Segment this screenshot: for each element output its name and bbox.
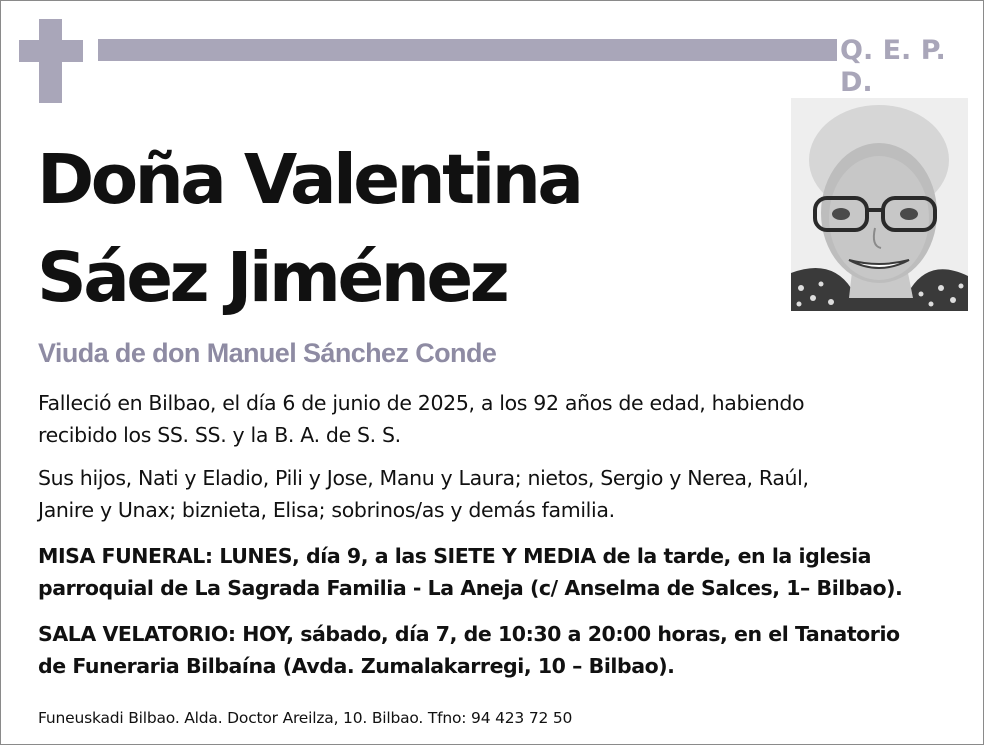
death-notice-line: Falleció en Bilbao, el día 6 de junio de 2025, a los 92 años de edad, habiendo: [38, 391, 805, 415]
wake-line: SALA VELATORIO: HOY, sábado, día 7, de 10:30 a 20:00 horas, en el Tanatorio: [38, 622, 900, 646]
family-line: Janire y Unax; biznieta, Elisa; sobrinos/as y demás familia.: [38, 498, 615, 522]
header-bar: [98, 39, 837, 61]
death-notice-paragraph: [38, 387, 968, 451]
wake-paragraph: [38, 618, 968, 682]
funeral-mass-line: parroquial de La Sagrada Familia - La Aneja (c/ Anselma de Salces, 1– Bilbao).: [38, 576, 903, 600]
family-line: Sus hijos, Nati y Eladio, Pili y Jose, Manu y Laura; nietos, Sergio y Nerea, Raúl,: [38, 466, 809, 490]
wake-line: de Funeraria Bilbaína (Avda. Zumalakarregi, 10 – Bilbao).: [38, 654, 675, 678]
family-paragraph: [38, 462, 968, 526]
portrait-photo: [791, 98, 968, 311]
widow-subtitle: Viuda de don Manuel Sánchez Conde: [38, 338, 497, 368]
name-line-1: Doña Valentina: [37, 140, 581, 220]
funeral-mass-paragraph: [38, 540, 968, 604]
funeral-mass-line: MISA FUNERAL: LUNES, día 9, a las SIETE Y MEDIA de la tarde, en la iglesia: [38, 544, 872, 568]
name-line-2: Sáez Jiménez: [37, 238, 507, 318]
latin-cross-icon: [19, 19, 83, 103]
death-notice-line: recibido los SS. SS. y la B. A. de S. S.: [38, 423, 401, 447]
qepd-label: Q. E. P. D.: [840, 35, 946, 98]
funeral-home-footer: Funeuskadi Bilbao. Alda. Doctor Areilza, 10. Bilbao. Tfno: 94 423 72 50: [38, 709, 573, 727]
deceased-name: [37, 131, 757, 327]
